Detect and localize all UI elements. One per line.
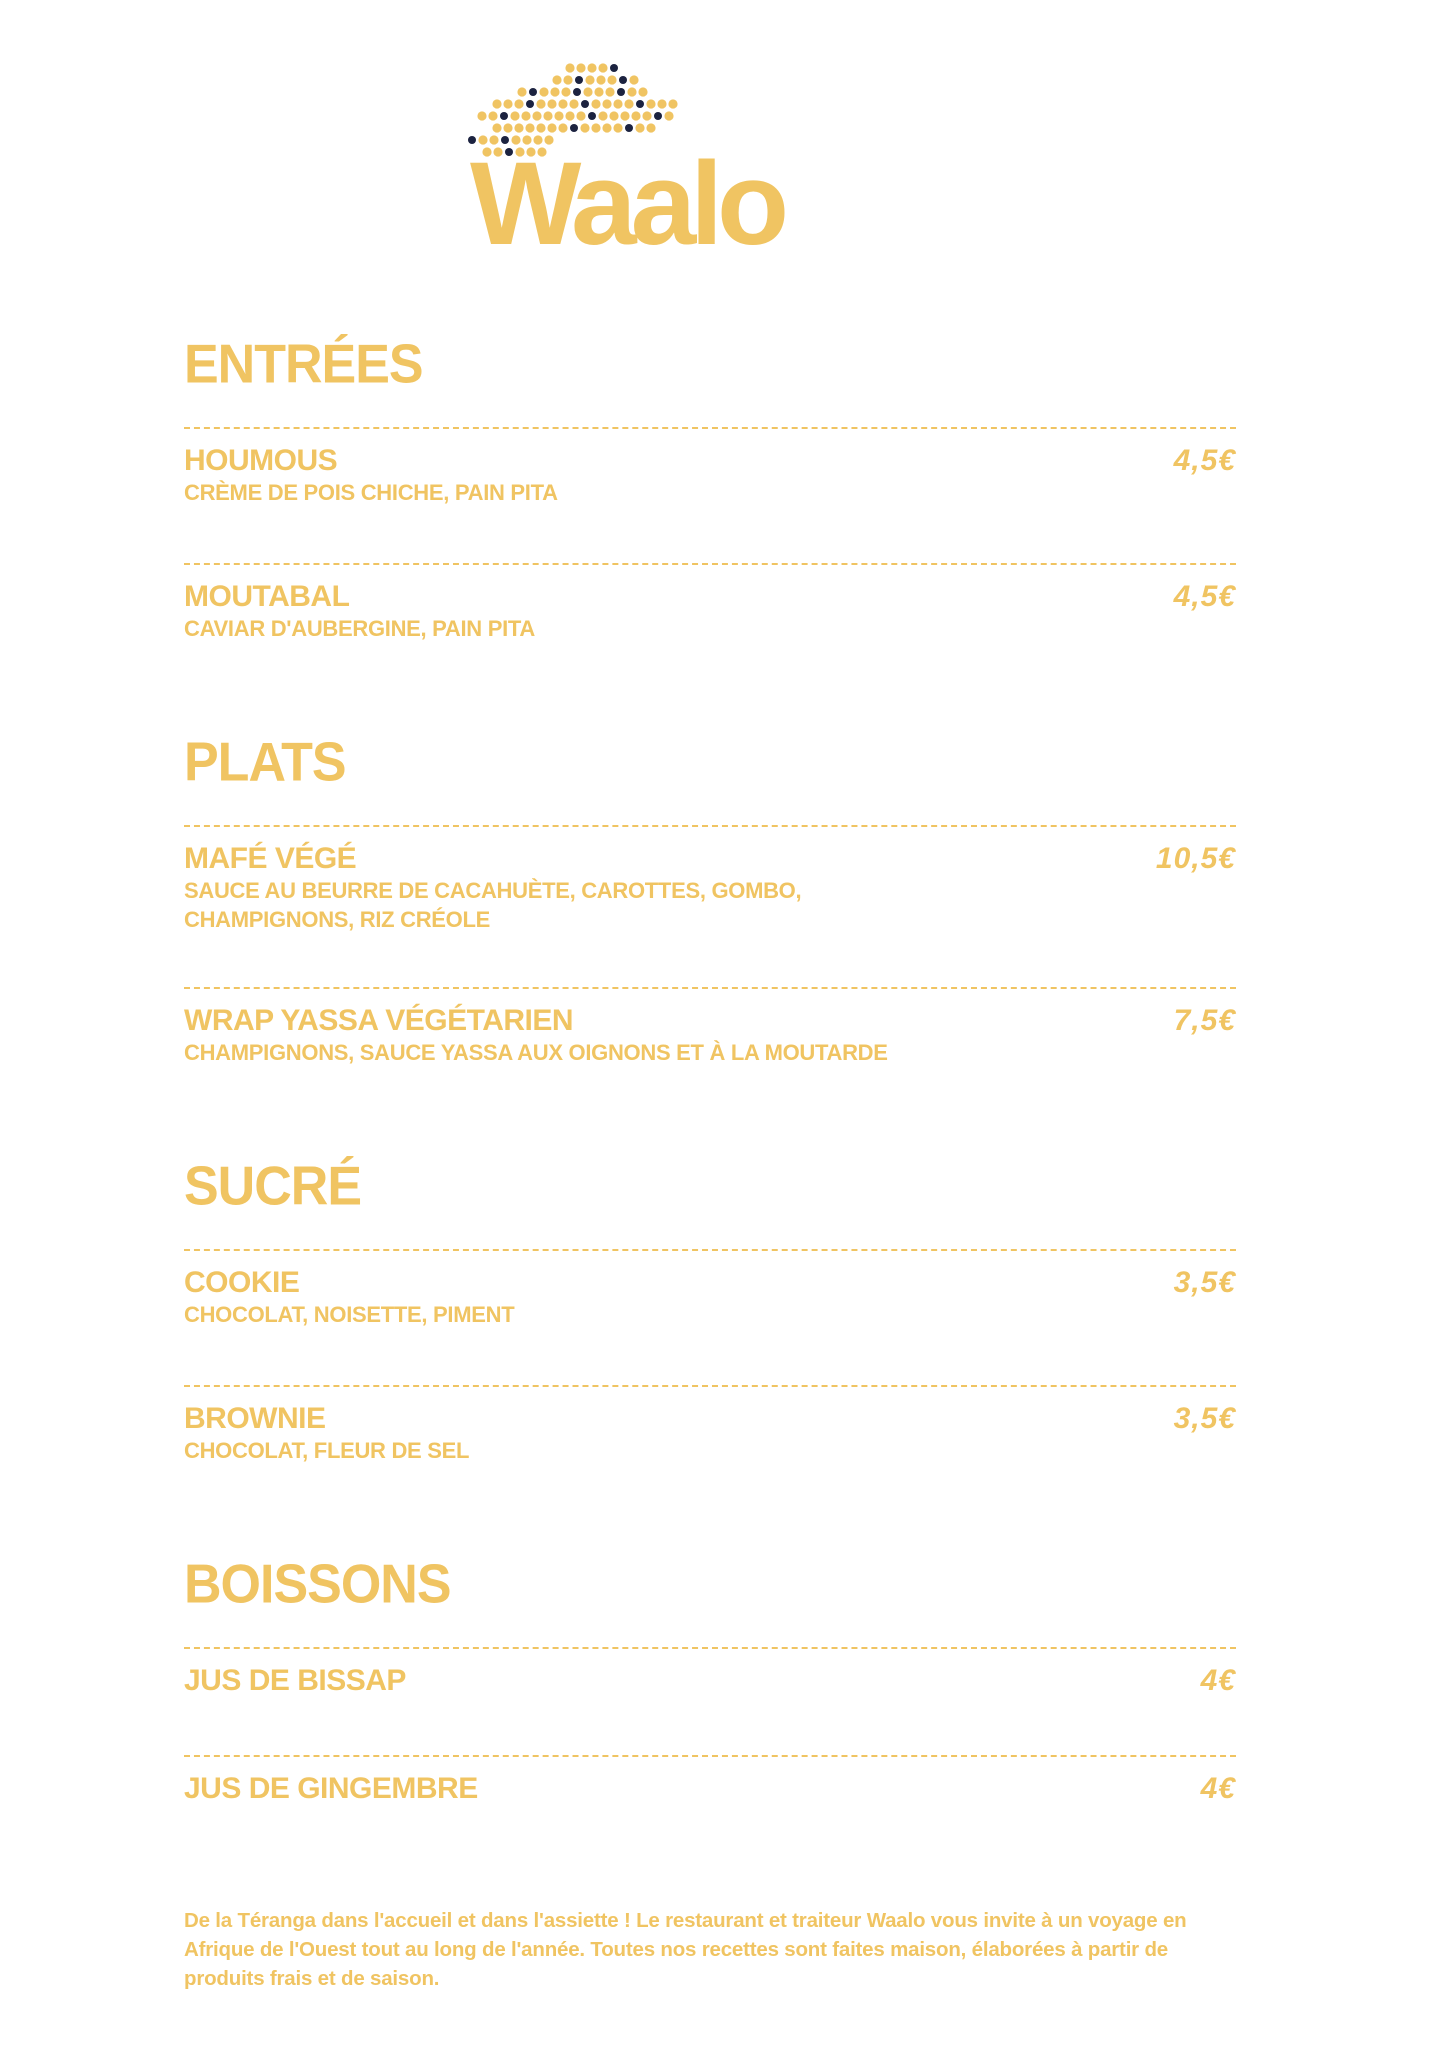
menu-item <box>184 1385 1236 1521</box>
brand-logo <box>452 56 942 256</box>
logo-dot-gold <box>583 87 592 96</box>
logo-dot-gold <box>576 63 585 72</box>
logo-dot-gold <box>569 99 578 108</box>
logo-dot-gold <box>525 123 534 132</box>
logo-dot-gold <box>576 111 585 120</box>
logo-dot-gold <box>587 63 596 72</box>
logo-dot-navy <box>575 76 583 84</box>
item-price: 4,5€ <box>1173 444 1236 477</box>
menu-item <box>184 1755 1236 1863</box>
logo-dot-gold <box>605 87 614 96</box>
menu-item <box>184 987 1236 1123</box>
logo-dot-gold <box>585 75 594 84</box>
logo-dot-gold <box>554 111 563 120</box>
logo-dot-navy <box>526 100 534 108</box>
logo-dot-navy <box>500 112 508 120</box>
logo-dot-navy <box>610 64 618 72</box>
section-title: PLATS <box>184 732 346 793</box>
logo-dot-navy <box>570 124 578 132</box>
logo-dot-gold <box>598 111 607 120</box>
logo-dot-gold <box>488 111 497 120</box>
menu <box>184 335 1236 1863</box>
item-description: CHOCOLAT, NOISETTE, PIMENT <box>184 1302 515 1327</box>
menu-item <box>184 427 1236 563</box>
logo-dot-gold <box>609 111 618 120</box>
logo-dot-navy <box>617 88 625 96</box>
item-name: MOUTABAL <box>184 580 350 613</box>
logo-dot-gold <box>552 75 561 84</box>
logo-dot-gold <box>594 87 603 96</box>
item-description: CHOCOLAT, FLEUR DE SEL <box>184 1438 470 1463</box>
section-boissons <box>184 1555 1236 1863</box>
logo-dot-gold <box>635 123 644 132</box>
item-name: BROWNIE <box>184 1402 326 1435</box>
logo-dot-gold <box>638 87 647 96</box>
logo-dot-gold <box>561 87 570 96</box>
item-price: 3,5€ <box>1173 1266 1236 1299</box>
logo-dot-gold <box>591 99 600 108</box>
footer-description: De la Téranga dans l'accueil et dans l'assiette ! Le restaurant et traiteur Waalo vous invite à un voyage en Afrique de l'Ouest tout au long de l'année. Toutes nos recettes sont faites maison, élaborées à partir de produits frais et de saison. <box>184 1909 1187 1990</box>
logo-dot-gold <box>492 123 501 132</box>
logo-dot-gold <box>517 87 526 96</box>
logo-dot-gold <box>503 99 512 108</box>
section-title: SUCRÉ <box>184 1156 362 1217</box>
logo-dot-gold <box>503 123 512 132</box>
logo-dot-gold <box>558 99 567 108</box>
logo-dot-gold <box>514 99 523 108</box>
item-description: CRÈME DE POIS CHICHE, PAIN PITA <box>184 480 558 505</box>
logo-dot-navy <box>529 88 537 96</box>
logo-dot-gold <box>613 99 622 108</box>
logo-dot-gold <box>563 75 572 84</box>
logo-dot-navy <box>581 100 589 108</box>
menu-item <box>184 825 1236 987</box>
logo-dot-gold <box>514 123 523 132</box>
logo-dot-navy <box>573 88 581 96</box>
logo-dot-gold <box>492 99 501 108</box>
logo-dot-gold <box>620 111 629 120</box>
item-description: SAUCE AU BEURRE DE CACAHUÈTE, CAROTTES, GOMBO, CHAMPIGNONS, RIZ CRÉOLE <box>184 878 802 932</box>
item-price: 3,5€ <box>1173 1402 1236 1435</box>
item-price: 7,5€ <box>1173 1004 1236 1037</box>
logo-dot-gold <box>664 111 673 120</box>
item-price: 4€ <box>1200 1664 1236 1697</box>
logo-graphic <box>452 56 942 256</box>
logo-dot-gold <box>536 123 545 132</box>
logo-dot-gold <box>543 111 552 120</box>
section-title: ENTRÉES <box>184 334 423 395</box>
menu-item <box>184 1249 1236 1385</box>
logo-dot-gold <box>613 123 622 132</box>
logo-dot-gold <box>521 111 530 120</box>
logo-dot-gold <box>598 63 607 72</box>
logo-dot-gold <box>580 123 589 132</box>
item-name: WRAP YASSA VÉGÉTARIEN <box>184 1004 574 1037</box>
logo-dot-gold <box>565 63 574 72</box>
logo-dot-gold <box>631 111 640 120</box>
logo-dot-gold <box>646 123 655 132</box>
logo-dot-gold <box>477 111 486 120</box>
logo-dot-gold <box>646 99 655 108</box>
section-plats <box>184 733 1236 1157</box>
logo-dot-gold <box>627 87 636 96</box>
logo-dot-gold <box>510 111 519 120</box>
section-sucre <box>184 1157 1236 1555</box>
item-price: 4€ <box>1200 1772 1236 1805</box>
logo-dot-gold <box>558 123 567 132</box>
logo-dot-gold <box>547 99 556 108</box>
logo-dot-gold <box>547 123 556 132</box>
item-price: 4,5€ <box>1173 580 1236 613</box>
item-name: COOKIE <box>184 1266 300 1299</box>
section-entrees <box>184 335 1236 733</box>
logo-dot-gold <box>550 87 559 96</box>
logo-dot-gold <box>642 111 651 120</box>
logo-dot-gold <box>602 123 611 132</box>
logo-dot-gold <box>668 99 677 108</box>
logo-dot-navy <box>636 100 644 108</box>
logo-dot-gold <box>591 123 600 132</box>
menu-item <box>184 1647 1236 1755</box>
logo-dot-gold <box>602 99 611 108</box>
logo-dot-gold <box>607 75 616 84</box>
logo-dot-gold <box>565 111 574 120</box>
item-description: CHAMPIGNONS, SAUCE YASSA AUX OIGNONS ET À LA MOUTARDE <box>184 1040 888 1065</box>
item-name: HOUMOUS <box>184 444 338 477</box>
menu-item <box>184 563 1236 699</box>
item-name: JUS DE GINGEMBRE <box>184 1772 478 1805</box>
section-title: BOISSONS <box>184 1554 451 1615</box>
item-name: MAFÉ VÉGÉ <box>184 842 357 875</box>
logo-wordmark: Waalo <box>470 138 784 256</box>
logo-dot-gold <box>539 87 548 96</box>
item-price: 10,5€ <box>1155 842 1236 875</box>
logo-dot-navy <box>588 112 596 120</box>
logo-dot-navy <box>619 76 627 84</box>
logo-dot-gold <box>657 99 666 108</box>
item-name: JUS DE BISSAP <box>184 1664 406 1697</box>
logo-dot-gold <box>624 99 633 108</box>
item-description: CAVIAR D'AUBERGINE, PAIN PITA <box>184 616 535 641</box>
logo-dot-gold <box>532 111 541 120</box>
logo-dot-gold <box>629 75 638 84</box>
logo-dot-navy <box>625 124 633 132</box>
logo-dot-gold <box>596 75 605 84</box>
logo-dot-navy <box>654 112 662 120</box>
logo-dot-gold <box>536 99 545 108</box>
